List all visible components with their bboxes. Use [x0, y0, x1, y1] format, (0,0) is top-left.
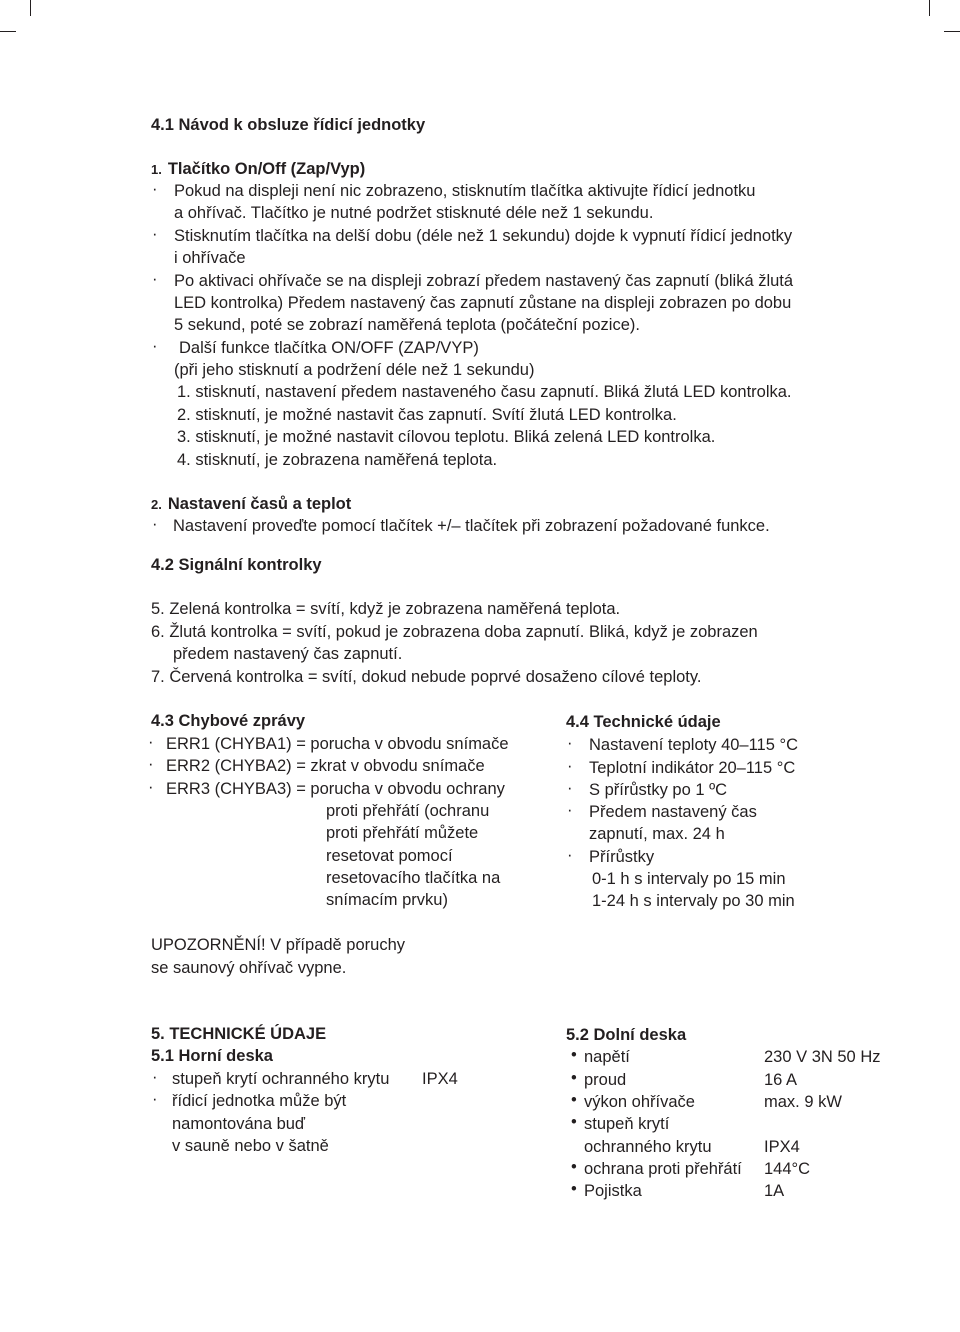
indicator-item: 7. Červená kontrolka = svítí, dokud nebude poprvé dosaženo cílové teploty. — [151, 668, 702, 686]
subsection-1-title — [151, 158, 365, 181]
error-item-continuation: resetovat pomocí — [326, 847, 453, 865]
bullet-dot: • — [571, 1069, 577, 1087]
section-heading-4-1: 4.1 Návod k obsluze řídicí jednotky — [151, 116, 426, 134]
error-item: ERR2 (CHYBA2) = zkrat v obvodu snímače — [166, 757, 485, 775]
spec-value: 1A — [764, 1182, 785, 1200]
spec-label: Pojistka — [584, 1182, 642, 1200]
bullet-dot: · — [148, 778, 154, 796]
section-heading-5-2: 5.2 Dolní deska — [566, 1026, 687, 1044]
spec-item: 0-1 h s intervaly po 15 min — [592, 870, 786, 888]
bullet-dot: · — [152, 515, 158, 533]
bullet-dot: · — [567, 757, 573, 775]
paragraph-line: 5 sekund, poté se zobrazí naměřená teplota (počáteční pozice). — [174, 316, 640, 334]
spec-value: max. 9 kW — [764, 1093, 842, 1111]
spec-label: stupeň krytí ochranného krytu — [172, 1070, 390, 1088]
paragraph-line: (při jeho stisknutí a podržení déle než 1 sekundu) — [174, 361, 535, 379]
spec-item: Nastavení teploty 40–115 °C — [589, 736, 799, 754]
spec-label: ochranného krytu — [584, 1138, 712, 1156]
error-item-continuation: resetovacího tlačítka na — [326, 869, 501, 887]
bullet-dot: • — [571, 1091, 577, 1109]
paragraph-line: a ohřívač. Tlačítko je nutné podržet stisknuté déle než 1 sekundu. — [174, 204, 654, 222]
subsection-number: 2. — [151, 497, 162, 512]
bullet-dot: · — [567, 801, 573, 819]
bullet-dot: · — [567, 779, 573, 797]
bullet-dot: · — [567, 846, 573, 864]
spec-label: řídicí jednotka může být — [172, 1092, 347, 1110]
section-heading-4-2: 4.2 Signální kontrolky — [151, 556, 322, 574]
press-item: 2. stisknutí, je možné nastavit čas zapnutí. Svítí žlutá LED kontrolka. — [177, 406, 677, 424]
paragraph-line: Stisknutím tlačítka na delší dobu (déle než 1 sekundu) dojde k vypnutí řídicí jednotky — [174, 227, 793, 245]
spec-value: IPX4 — [764, 1138, 800, 1156]
bullet-dot: · — [152, 180, 158, 198]
paragraph-line: LED kontrolka) Předem nastavený čas zapnutí zůstane na displeji zobrazen po dobu — [174, 294, 792, 312]
bullet-dot: · — [148, 755, 154, 773]
bullet-dot: · — [152, 225, 158, 243]
error-item-continuation: proti přehřátí (ochranu — [326, 802, 490, 820]
error-item: ERR1 (CHYBA1) = porucha v obvodu snímače — [166, 735, 509, 753]
spec-label: ochrana proti přehřátí — [584, 1160, 742, 1178]
paragraph-line: Další funkce tlačítka ON/OFF (ZAP/VYP) — [179, 339, 479, 357]
spec-item: Teplotní indikátor 20–115 °C — [589, 759, 796, 777]
spec-value: 144°C — [764, 1160, 811, 1178]
paragraph-line: Po aktivaci ohřívače se na displeji zobrazí předem nastavený čas zapnutí (bliká žlutá — [174, 272, 794, 290]
section-heading-4-3: 4.3 Chybové zprávy — [151, 712, 306, 730]
paragraph-line: Pokud na displeji není nic zobrazeno, stisknutím tlačítka aktivujte řídicí jednotku — [174, 182, 756, 200]
spec-item: S přírůstky po 1 ºC — [589, 781, 728, 799]
section-heading-5-1: 5.1 Horní deska — [151, 1047, 273, 1065]
spec-label: výkon ohřívače — [584, 1093, 695, 1111]
indicator-item: 6. Žlutá kontrolka = svítí, pokud je zobrazena doba zapnutí. Bliká, když je zobrazen — [151, 623, 758, 641]
bullet-dot: · — [567, 734, 573, 752]
spec-item: 1-24 h s intervaly po 30 min — [592, 892, 795, 910]
press-item: 4. stisknutí, je zobrazena naměřená teplota. — [177, 451, 498, 469]
spec-item: zapnutí, max. 24 h — [589, 825, 725, 843]
error-item: ERR3 (CHYBA3) = porucha v obvodu ochrany — [166, 780, 505, 798]
bullet-dot: • — [571, 1046, 577, 1064]
warning-text: UPOZORNĚNÍ! V případě poruchy — [151, 936, 406, 954]
subsection-title-text: Tlačítko On/Off (Zap/Vyp) — [167, 160, 366, 178]
press-item: 1. stisknutí, nastavení předem nastaveného času zapnutí. Bliká žlutá LED kontrolka. — [177, 383, 792, 401]
bullet-dot: · — [152, 270, 158, 288]
warning-text: se saunový ohřívač vypne. — [151, 959, 347, 977]
bullet-dot: • — [571, 1158, 577, 1176]
spec-item: Předem nastavený čas — [589, 803, 757, 821]
bullet-dot: · — [152, 1068, 158, 1086]
bullet-dot: • — [571, 1113, 577, 1131]
spec-label: napětí — [584, 1048, 630, 1066]
crop-mark — [30, 0, 31, 16]
spec-value: IPX4 — [422, 1070, 458, 1088]
section-heading-5: 5. TECHNICKÉ ÚDAJE — [151, 1025, 327, 1043]
bullet-dot: · — [152, 337, 158, 355]
subsection-title-text: Nastavení časů a teplot — [167, 495, 352, 513]
paragraph-line: i ohřívače — [174, 249, 246, 267]
bullet-dot: • — [571, 1180, 577, 1198]
spec-label: proud — [584, 1071, 627, 1089]
crop-mark — [929, 0, 930, 16]
spec-label: stupeň krytí — [584, 1115, 670, 1133]
crop-mark — [944, 31, 960, 32]
indicator-item: předem nastavený čas zapnutí. — [173, 645, 403, 663]
spec-label: namontována buď — [172, 1115, 306, 1133]
crop-mark — [0, 31, 16, 32]
bullet-dot: · — [152, 1090, 158, 1108]
error-item-continuation: snímacím prvku) — [326, 891, 448, 909]
section-heading-4-4: 4.4 Technické údaje — [566, 713, 721, 731]
error-item-continuation: proti přehřátí můžete — [326, 824, 479, 842]
spec-value: 230 V 3N 50 Hz — [764, 1048, 881, 1066]
bullet-dot: · — [148, 733, 154, 751]
spec-label: v sauně nebo v šatně — [172, 1137, 329, 1155]
press-item: 3. stisknutí, je možné nastavit cílovou teplotu. Bliká zelená LED kontrolka. — [177, 428, 716, 446]
indicator-item: 5. Zelená kontrolka = svítí, když je zobrazena naměřená teplota. — [151, 600, 621, 618]
spec-value: 16 A — [764, 1071, 798, 1089]
subsection-2-title — [151, 493, 351, 516]
spec-item: Přírůstky — [589, 848, 655, 866]
subsection-number: 1. — [151, 162, 162, 177]
paragraph-line: Nastavení proveďte pomocí tlačítek +/– tlačítek při zobrazení požadované funkce. — [173, 517, 770, 535]
